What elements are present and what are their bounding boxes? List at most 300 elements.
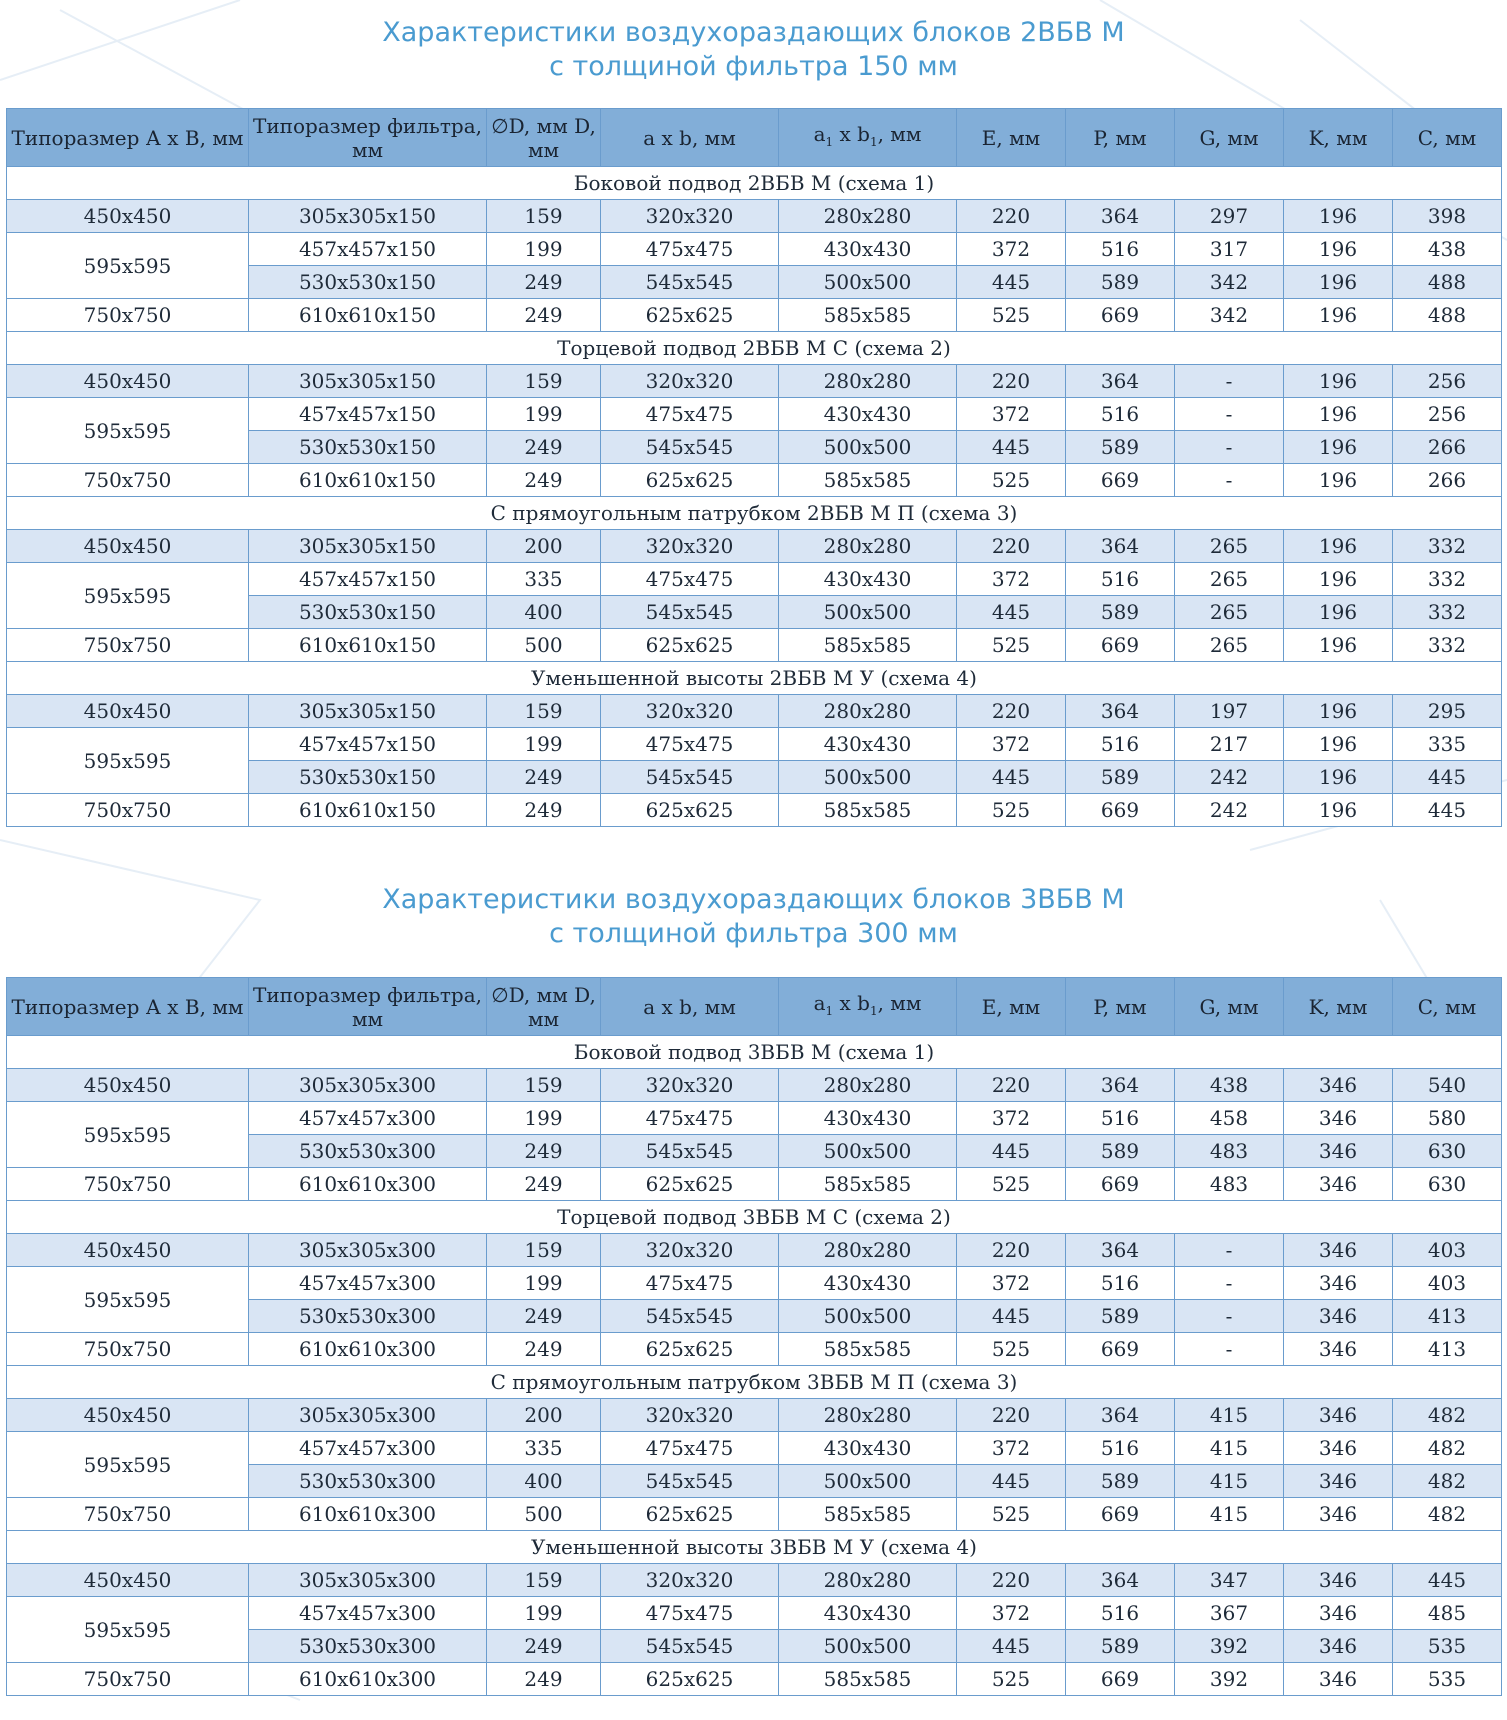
table-cell: 430x430 xyxy=(779,728,957,761)
group-label: Боковой подвод 2ВБВ М (схема 1) xyxy=(7,167,1502,200)
table-cell: 516 xyxy=(1066,233,1175,266)
table-cell: 610x610x300 xyxy=(249,1333,487,1366)
table-row xyxy=(7,1663,1502,1696)
table-cell: 199 xyxy=(487,398,601,431)
table-cell: 450х450 xyxy=(7,200,249,233)
table-cell: 430x430 xyxy=(779,563,957,596)
table-cell: 595х595 xyxy=(7,233,249,299)
table-cell: 364 xyxy=(1066,1069,1175,1102)
table-cell: - xyxy=(1175,1333,1284,1366)
table-cell: 196 xyxy=(1284,530,1393,563)
table-cell: 610x610x150 xyxy=(249,299,487,332)
table-cell: 295 xyxy=(1393,695,1502,728)
header-row xyxy=(7,978,1502,1036)
table-cell: 530x530x150 xyxy=(249,761,487,794)
table-cell: 610x610x300 xyxy=(249,1168,487,1201)
table-cell: 220 xyxy=(957,365,1066,398)
table-cell: 217 xyxy=(1175,728,1284,761)
table-cell: 545x545 xyxy=(601,761,779,794)
table-cell: 482 xyxy=(1393,1399,1502,1432)
table-cell: 750х750 xyxy=(7,1333,249,1366)
table-cell: 457x457x300 xyxy=(249,1432,487,1465)
table-cell: 266 xyxy=(1393,431,1502,464)
table-cell: 398 xyxy=(1393,200,1502,233)
table-cell: 500x500 xyxy=(779,1300,957,1333)
table-cell: 630 xyxy=(1393,1168,1502,1201)
table-row xyxy=(7,1564,1502,1597)
table-cell: 545x545 xyxy=(601,1465,779,1498)
table-cell: 372 xyxy=(957,1597,1066,1630)
column-header: ∅D, мм D, мм xyxy=(487,978,601,1036)
table-cell: 545x545 xyxy=(601,1300,779,1333)
section-title xyxy=(0,16,1507,84)
table-cell: 589 xyxy=(1066,1300,1175,1333)
table-cell: 750х750 xyxy=(7,1663,249,1696)
table-cell: 430x430 xyxy=(779,1597,957,1630)
table-cell: 196 xyxy=(1284,464,1393,497)
column-header: Типоразмер фильтра, мм xyxy=(249,109,487,167)
table-cell: 610x610x150 xyxy=(249,629,487,662)
table-cell: 589 xyxy=(1066,266,1175,299)
table-cell: 516 xyxy=(1066,1597,1175,1630)
group-row xyxy=(7,1531,1502,1564)
table-cell: 445 xyxy=(957,596,1066,629)
table-cell: 415 xyxy=(1175,1465,1284,1498)
table-cell: 450х450 xyxy=(7,695,249,728)
section-3vbv xyxy=(0,883,1507,951)
table-cell: 500x500 xyxy=(779,266,957,299)
table-cell: 305x305x150 xyxy=(249,200,487,233)
table-row xyxy=(7,1069,1502,1102)
table-cell: 372 xyxy=(957,563,1066,596)
group-row xyxy=(7,167,1502,200)
table-cell: 483 xyxy=(1175,1135,1284,1168)
table-row xyxy=(7,200,1502,233)
column-header: K, мм xyxy=(1284,978,1393,1036)
table-cell: 199 xyxy=(487,1102,601,1135)
table-cell: 445 xyxy=(957,1465,1066,1498)
table-cell: 500x500 xyxy=(779,431,957,464)
table-cell: 280x280 xyxy=(779,1069,957,1102)
table-cell: 400 xyxy=(487,1465,601,1498)
table-cell: - xyxy=(1175,398,1284,431)
table-cell: 413 xyxy=(1393,1300,1502,1333)
table-cell: 220 xyxy=(957,200,1066,233)
table-cell: 256 xyxy=(1393,365,1502,398)
table-cell: 475x475 xyxy=(601,728,779,761)
table-cell: 249 xyxy=(487,1168,601,1201)
table-cell: 669 xyxy=(1066,1333,1175,1366)
table-cell: 445 xyxy=(957,266,1066,299)
column-header: P, мм xyxy=(1066,978,1175,1036)
column-header: Типоразмер А х В, мм xyxy=(7,978,249,1036)
table-cell: 305x305x300 xyxy=(249,1069,487,1102)
column-header: K, мм xyxy=(1284,109,1393,167)
table-cell: - xyxy=(1175,1234,1284,1267)
table-cell: 199 xyxy=(487,1597,601,1630)
table-cell: 159 xyxy=(487,1234,601,1267)
table-cell: - xyxy=(1175,431,1284,464)
table-cell: 450х450 xyxy=(7,1564,249,1597)
table-cell: 458 xyxy=(1175,1102,1284,1135)
table-row xyxy=(7,1168,1502,1201)
group-label: Торцевой подвод 3ВБВ М С (схема 2) xyxy=(7,1201,1502,1234)
table-cell: 500 xyxy=(487,629,601,662)
table-cell: 475x475 xyxy=(601,1102,779,1135)
table-cell: 545x545 xyxy=(601,1630,779,1663)
table-cell: 589 xyxy=(1066,761,1175,794)
table-cell: 159 xyxy=(487,1564,601,1597)
table-cell: 364 xyxy=(1066,1234,1175,1267)
header-row xyxy=(7,109,1502,167)
table-cell: 249 xyxy=(487,431,601,464)
table-cell: 196 xyxy=(1284,794,1393,827)
table-cell: 335 xyxy=(1393,728,1502,761)
table-cell: 475x475 xyxy=(601,1432,779,1465)
table-cell: 199 xyxy=(487,1267,601,1300)
table-cell: 445 xyxy=(1393,794,1502,827)
table-cell: 280x280 xyxy=(779,365,957,398)
column-header: ∅D, мм D, мм xyxy=(487,109,601,167)
table-cell: 320x320 xyxy=(601,1234,779,1267)
table-cell: 220 xyxy=(957,695,1066,728)
table-cell: 595х595 xyxy=(7,728,249,794)
table-cell: 196 xyxy=(1284,761,1393,794)
table-cell: 525 xyxy=(957,299,1066,332)
table-cell: 610x610x300 xyxy=(249,1663,487,1696)
group-row xyxy=(7,332,1502,365)
group-label: С прямоугольным патрубком 2ВБВ М П (схема 3) xyxy=(7,497,1502,530)
table-cell: 332 xyxy=(1393,629,1502,662)
table-cell: 364 xyxy=(1066,530,1175,563)
table-cell: 364 xyxy=(1066,1399,1175,1432)
column-header: $a_1$ x $b_1$, мм xyxy=(779,978,957,1036)
section-title xyxy=(0,883,1507,951)
table-cell: 669 xyxy=(1066,1663,1175,1696)
group-row xyxy=(7,1036,1502,1069)
table-cell: 457x457x300 xyxy=(249,1267,487,1300)
table-cell: 220 xyxy=(957,1069,1066,1102)
column-header: G, мм xyxy=(1175,978,1284,1036)
group-label: Уменьшенной высоты 2ВБВ М У (схема 4) xyxy=(7,662,1502,695)
table-cell: 346 xyxy=(1284,1564,1393,1597)
group-label: Торцевой подвод 2ВБВ М С (схема 2) xyxy=(7,332,1502,365)
table-cell: 320x320 xyxy=(601,200,779,233)
table-cell: 450х450 xyxy=(7,530,249,563)
table-cell: 249 xyxy=(487,299,601,332)
table-cell: 346 xyxy=(1284,1300,1393,1333)
table-cell: 540 xyxy=(1393,1069,1502,1102)
table-row xyxy=(7,728,1502,761)
table-cell: 516 xyxy=(1066,398,1175,431)
spec-table-3vbv xyxy=(6,977,1502,1696)
table-cell: 430x430 xyxy=(779,1102,957,1135)
table-row xyxy=(7,629,1502,662)
table-row xyxy=(7,398,1502,431)
table-cell: 500x500 xyxy=(779,761,957,794)
table-cell: 332 xyxy=(1393,563,1502,596)
table-cell: 585x585 xyxy=(779,299,957,332)
table-cell: 430x430 xyxy=(779,233,957,266)
table-cell: 403 xyxy=(1393,1267,1502,1300)
table-cell: 346 xyxy=(1284,1069,1393,1102)
table-cell: 525 xyxy=(957,794,1066,827)
group-row xyxy=(7,497,1502,530)
table-cell: 457x457x150 xyxy=(249,563,487,596)
table-cell: 585x585 xyxy=(779,1498,957,1531)
table-cell: 242 xyxy=(1175,761,1284,794)
table-cell: 372 xyxy=(957,1102,1066,1135)
table-cell: 249 xyxy=(487,1630,601,1663)
table-cell: 320x320 xyxy=(601,1399,779,1432)
table-cell: 589 xyxy=(1066,1465,1175,1498)
table-cell: 249 xyxy=(487,1333,601,1366)
table-cell: - xyxy=(1175,1267,1284,1300)
table-cell: 196 xyxy=(1284,431,1393,464)
table-cell: 196 xyxy=(1284,695,1393,728)
table-cell: 516 xyxy=(1066,1267,1175,1300)
table-cell: 249 xyxy=(487,464,601,497)
table-cell: 200 xyxy=(487,1399,601,1432)
table-cell: 585x585 xyxy=(779,464,957,497)
table-cell: 625x625 xyxy=(601,1498,779,1531)
table-cell: 342 xyxy=(1175,266,1284,299)
table-cell: 585x585 xyxy=(779,1333,957,1366)
table-cell: 364 xyxy=(1066,1564,1175,1597)
table-row xyxy=(7,695,1502,728)
table-cell: 625x625 xyxy=(601,794,779,827)
table-cell: 595х595 xyxy=(7,1432,249,1498)
table-cell: 669 xyxy=(1066,794,1175,827)
table-cell: 450х450 xyxy=(7,365,249,398)
table-cell: 488 xyxy=(1393,299,1502,332)
column-header: E, мм xyxy=(957,978,1066,1036)
table-row xyxy=(7,1267,1502,1300)
table-cell: 256 xyxy=(1393,398,1502,431)
table-cell: 457x457x300 xyxy=(249,1102,487,1135)
table-cell: 525 xyxy=(957,1663,1066,1696)
table-cell: 669 xyxy=(1066,464,1175,497)
table-cell: 346 xyxy=(1284,1465,1393,1498)
table-row xyxy=(7,1102,1502,1135)
table-cell: 199 xyxy=(487,728,601,761)
table-cell: 196 xyxy=(1284,266,1393,299)
column-header: C, мм xyxy=(1393,978,1502,1036)
table-cell: 305x305x150 xyxy=(249,695,487,728)
table-cell: 372 xyxy=(957,1432,1066,1465)
table-cell: 500x500 xyxy=(779,1135,957,1168)
group-label: С прямоугольным патрубком 3ВБВ М П (схема 3) xyxy=(7,1366,1502,1399)
table-cell: 530x530x300 xyxy=(249,1465,487,1498)
table-cell: 372 xyxy=(957,233,1066,266)
table-cell: 159 xyxy=(487,1069,601,1102)
table-cell: 242 xyxy=(1175,794,1284,827)
table-cell: 595х595 xyxy=(7,1597,249,1663)
table-cell: 265 xyxy=(1175,629,1284,662)
table-cell: 415 xyxy=(1175,1399,1284,1432)
table-cell: 196 xyxy=(1284,728,1393,761)
table-cell: 346 xyxy=(1284,1498,1393,1531)
table-cell: 196 xyxy=(1284,596,1393,629)
table-cell: 669 xyxy=(1066,629,1175,662)
table-row xyxy=(7,1432,1502,1465)
table-cell: 347 xyxy=(1175,1564,1284,1597)
column-header: Типоразмер фильтра, мм xyxy=(249,978,487,1036)
table-cell: 305x305x150 xyxy=(249,530,487,563)
table-cell: 516 xyxy=(1066,1102,1175,1135)
table-cell: 585x585 xyxy=(779,1663,957,1696)
table-cell: 297 xyxy=(1175,200,1284,233)
table-cell: 320x320 xyxy=(601,530,779,563)
table-cell: 750х750 xyxy=(7,794,249,827)
table-cell: 530x530x300 xyxy=(249,1630,487,1663)
table-cell: 525 xyxy=(957,464,1066,497)
table-cell: 196 xyxy=(1284,233,1393,266)
table-cell: 346 xyxy=(1284,1597,1393,1630)
table-cell: 445 xyxy=(957,1630,1066,1663)
table-cell: 482 xyxy=(1393,1465,1502,1498)
table-cell: 457x457x300 xyxy=(249,1597,487,1630)
table-row xyxy=(7,233,1502,266)
table-cell: 483 xyxy=(1175,1168,1284,1201)
table-cell: 335 xyxy=(487,563,601,596)
table-cell: 485 xyxy=(1393,1597,1502,1630)
table-cell: 320x320 xyxy=(601,695,779,728)
table-cell: 332 xyxy=(1393,596,1502,629)
table-row xyxy=(7,794,1502,827)
table-cell: 372 xyxy=(957,728,1066,761)
table-cell: 159 xyxy=(487,365,601,398)
table-cell: 630 xyxy=(1393,1135,1502,1168)
table-cell: 625x625 xyxy=(601,1333,779,1366)
table-cell: 445 xyxy=(957,1300,1066,1333)
table-cell: 625x625 xyxy=(601,1168,779,1201)
table-cell: 159 xyxy=(487,200,601,233)
table-cell: 525 xyxy=(957,629,1066,662)
table-cell: 450х450 xyxy=(7,1234,249,1267)
table-cell: 392 xyxy=(1175,1630,1284,1663)
table-cell: 545x545 xyxy=(601,596,779,629)
spec-table-2vbv xyxy=(6,108,1502,827)
table-cell: 430x430 xyxy=(779,1267,957,1300)
column-header: E, мм xyxy=(957,109,1066,167)
table-cell: 415 xyxy=(1175,1432,1284,1465)
table-cell: 280x280 xyxy=(779,1399,957,1432)
table-cell: 335 xyxy=(487,1432,601,1465)
table-cell: 669 xyxy=(1066,1168,1175,1201)
table-cell: 595х595 xyxy=(7,563,249,629)
table-cell: 457x457x150 xyxy=(249,233,487,266)
table-cell: 750х750 xyxy=(7,1168,249,1201)
group-row xyxy=(7,1201,1502,1234)
table-cell: 199 xyxy=(487,233,601,266)
table-cell: 346 xyxy=(1284,1135,1393,1168)
table-cell: 750х750 xyxy=(7,464,249,497)
table-cell: 589 xyxy=(1066,1630,1175,1663)
table-cell: 525 xyxy=(957,1168,1066,1201)
table-row xyxy=(7,299,1502,332)
column-header: G, мм xyxy=(1175,109,1284,167)
table-cell: 400 xyxy=(487,596,601,629)
table-cell: 530x530x300 xyxy=(249,1300,487,1333)
table-cell: 220 xyxy=(957,1234,1066,1267)
table-cell: 346 xyxy=(1284,1168,1393,1201)
table-cell: 669 xyxy=(1066,299,1175,332)
table-cell: 589 xyxy=(1066,431,1175,464)
table-cell: 545x545 xyxy=(601,1135,779,1168)
table-cell: 249 xyxy=(487,1135,601,1168)
table-cell: 430x430 xyxy=(779,398,957,431)
table-cell: 196 xyxy=(1284,299,1393,332)
table-cell: 196 xyxy=(1284,563,1393,596)
title-line-2: с толщиной фильтра 300 мм xyxy=(549,918,958,949)
table-cell: 545x545 xyxy=(601,431,779,464)
table-cell: 438 xyxy=(1393,233,1502,266)
table-cell: 305x305x300 xyxy=(249,1234,487,1267)
table-cell: 249 xyxy=(487,794,601,827)
table-cell: 305x305x300 xyxy=(249,1399,487,1432)
table-cell: 585x585 xyxy=(779,794,957,827)
table-cell: 372 xyxy=(957,1267,1066,1300)
table-cell: 589 xyxy=(1066,1135,1175,1168)
table-cell: 516 xyxy=(1066,728,1175,761)
table-cell: 317 xyxy=(1175,233,1284,266)
table-cell: 457x457x150 xyxy=(249,728,487,761)
column-header: P, мм xyxy=(1066,109,1175,167)
table-cell: 445 xyxy=(957,431,1066,464)
table-cell: 220 xyxy=(957,1564,1066,1597)
table-cell: 625x625 xyxy=(601,1663,779,1696)
table-cell: 625x625 xyxy=(601,629,779,662)
group-row xyxy=(7,1366,1502,1399)
table-cell: 585x585 xyxy=(779,629,957,662)
title-line-1: Характеристики воздухораздающих блоков 3ВБВ М xyxy=(382,884,1125,915)
table-row xyxy=(7,1333,1502,1366)
table-cell: 580 xyxy=(1393,1102,1502,1135)
table-cell: 589 xyxy=(1066,596,1175,629)
table-cell: 545x545 xyxy=(601,266,779,299)
table-cell: 445 xyxy=(1393,761,1502,794)
table-cell: 265 xyxy=(1175,596,1284,629)
table-row xyxy=(7,530,1502,563)
table-cell: 475x475 xyxy=(601,563,779,596)
table-cell: 595х595 xyxy=(7,1102,249,1168)
table-cell: 610x610x300 xyxy=(249,1498,487,1531)
table-cell: 392 xyxy=(1175,1663,1284,1696)
table-cell: 346 xyxy=(1284,1234,1393,1267)
table-cell: 625x625 xyxy=(601,464,779,497)
table-cell: 364 xyxy=(1066,200,1175,233)
table-cell: 346 xyxy=(1284,1432,1393,1465)
table-cell: 450х450 xyxy=(7,1399,249,1432)
table-cell: 475x475 xyxy=(601,233,779,266)
column-header: C, мм xyxy=(1393,109,1502,167)
table-cell: 585x585 xyxy=(779,1168,957,1201)
table-cell: 346 xyxy=(1284,1333,1393,1366)
table-cell: 280x280 xyxy=(779,530,957,563)
table-cell: 265 xyxy=(1175,530,1284,563)
table-cell: 500x500 xyxy=(779,1465,957,1498)
title-line-1: Характеристики воздухораздающих блоков 2ВБВ М xyxy=(382,17,1125,48)
table-cell: - xyxy=(1175,464,1284,497)
column-header: $a_1$ x $b_1$, мм xyxy=(779,109,957,167)
table-cell: 516 xyxy=(1066,563,1175,596)
table-cell: 266 xyxy=(1393,464,1502,497)
table-cell: 595х595 xyxy=(7,1267,249,1333)
table-cell: 445 xyxy=(957,1135,1066,1168)
table-cell: 196 xyxy=(1284,398,1393,431)
title-line-2: с толщиной фильтра 150 мм xyxy=(549,51,958,82)
